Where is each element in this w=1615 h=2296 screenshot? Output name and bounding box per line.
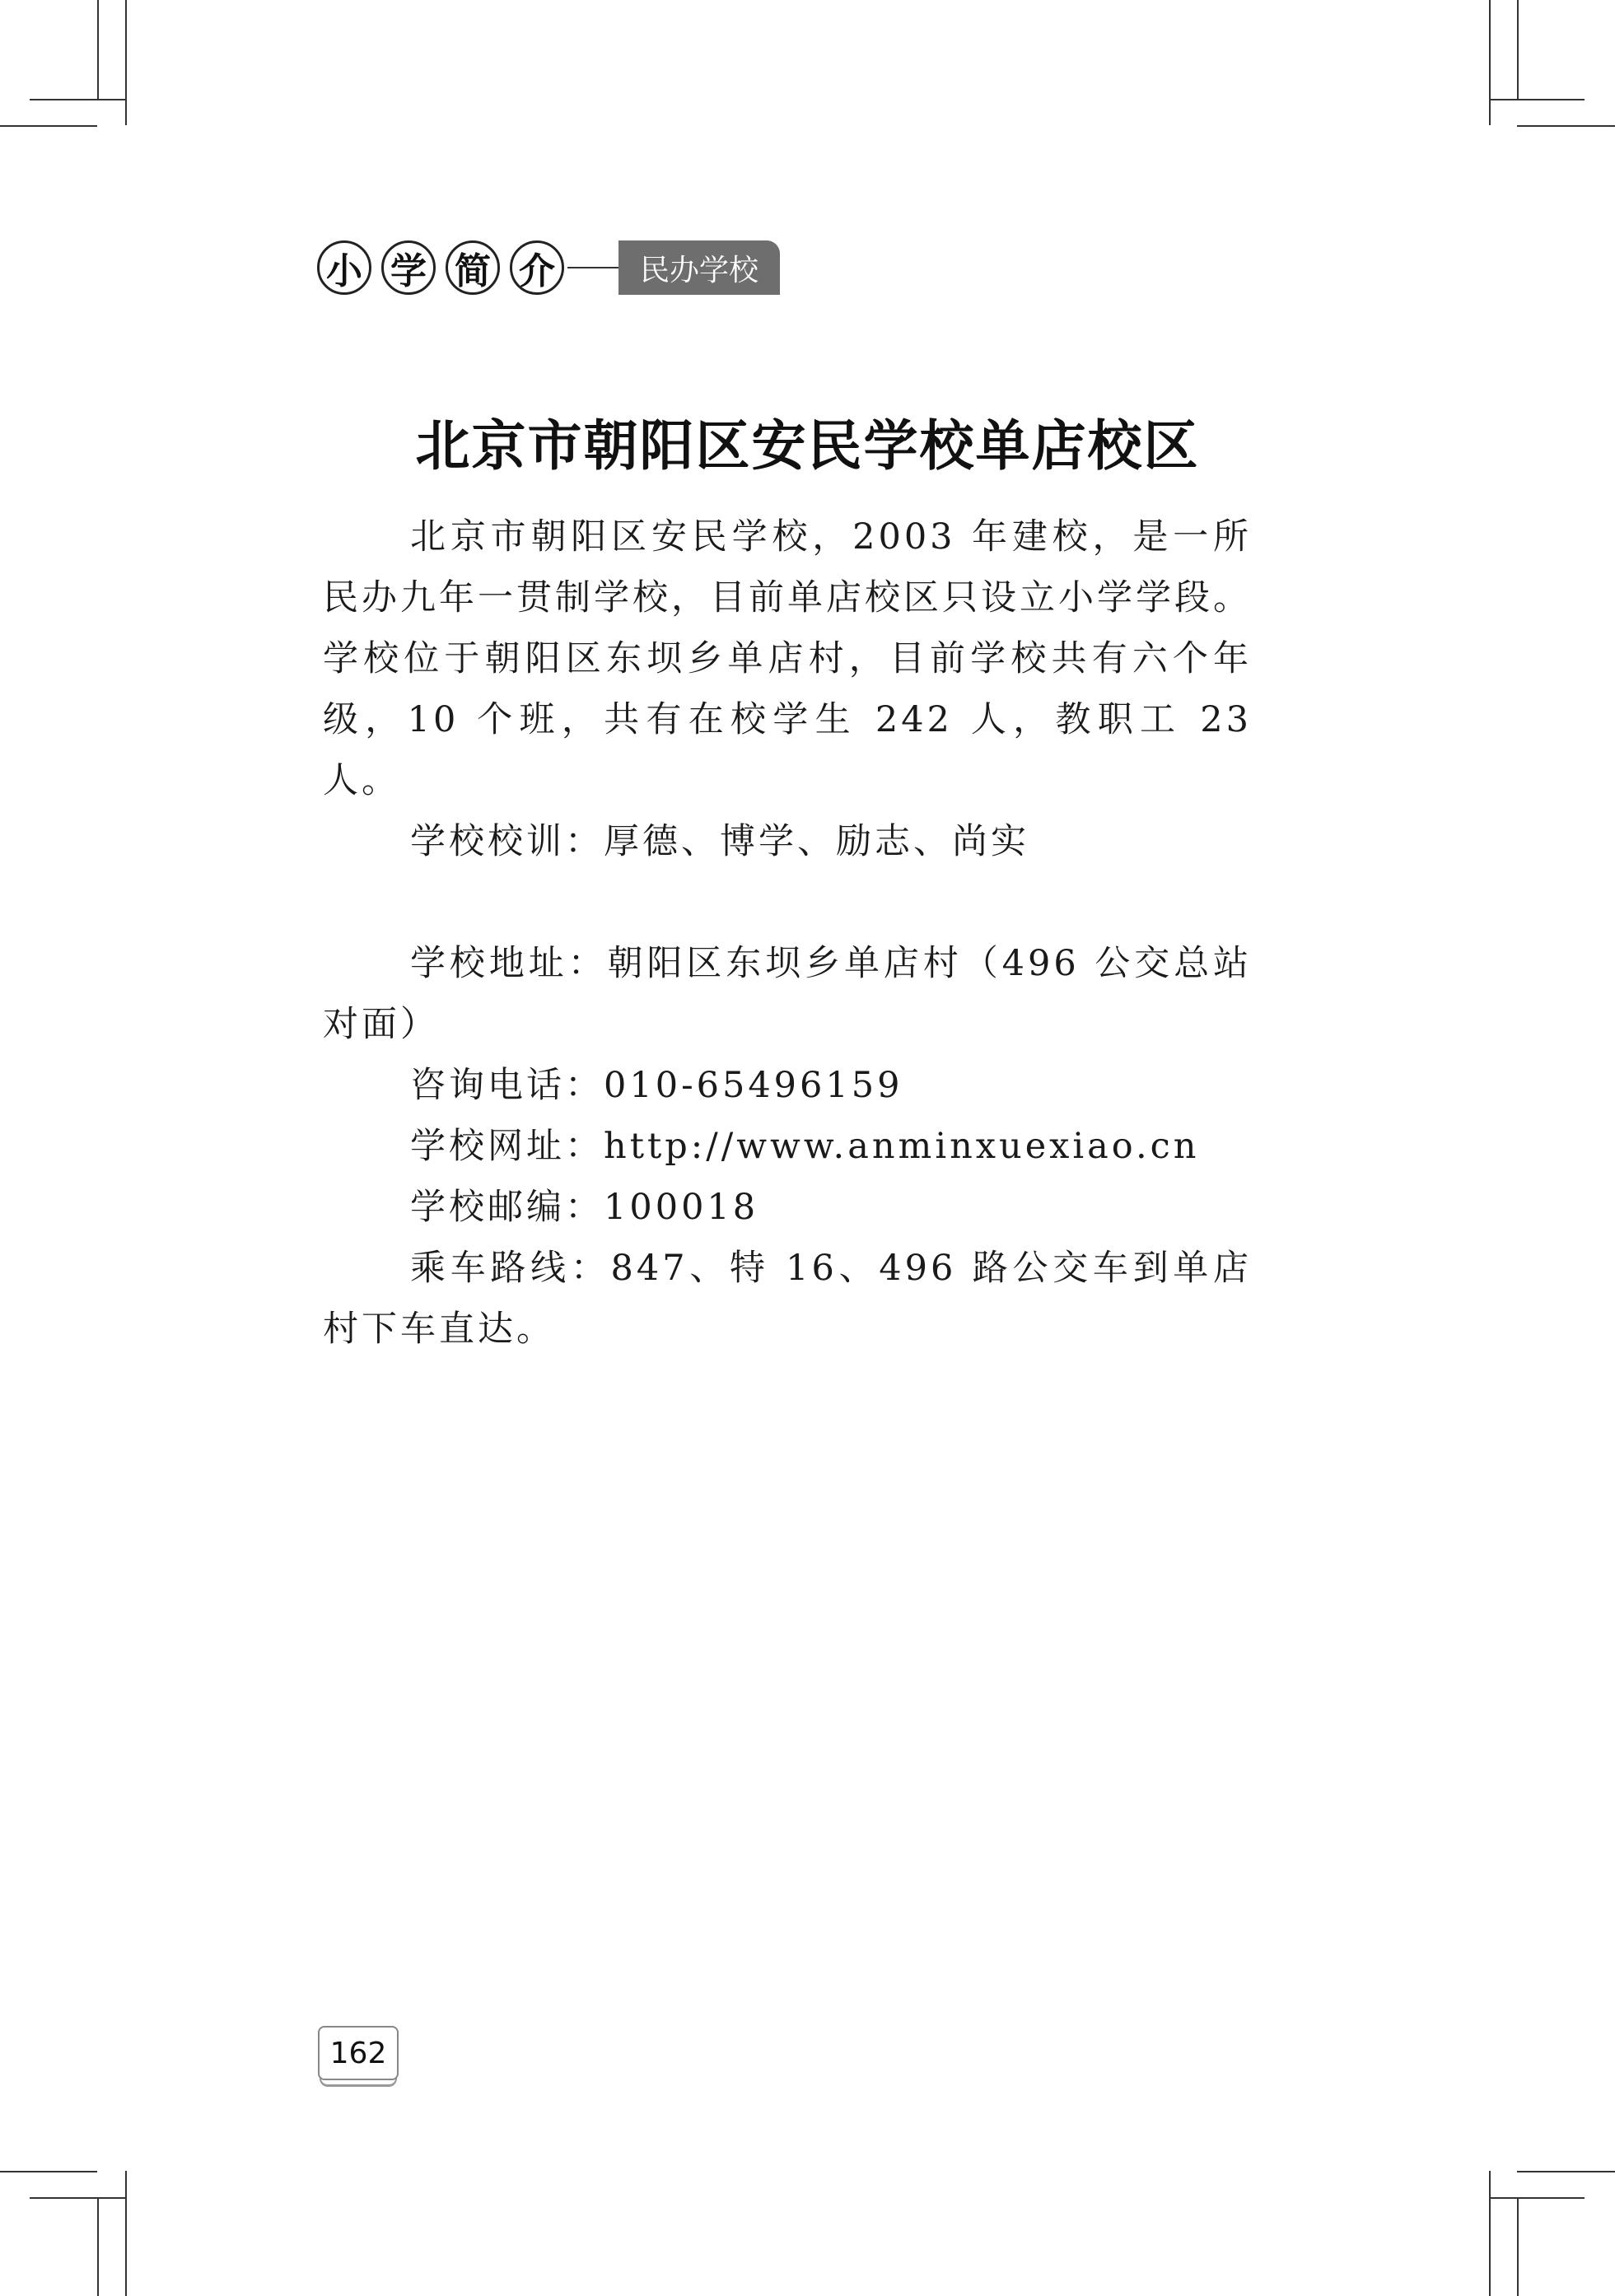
article-body xyxy=(323,506,1252,1360)
website-line: 学校网址：http://www.anminxuexiao.cn xyxy=(410,1126,1200,1167)
crop-mark xyxy=(1489,2197,1585,2199)
series-header xyxy=(317,233,780,302)
motto-line: 学校校训：厚德、博学、励志、尚实 xyxy=(410,821,1029,862)
page-title: 北京市朝阳区安民学校单店校区 xyxy=(415,414,1200,478)
series-char: 介 xyxy=(510,240,564,295)
spacer xyxy=(323,872,1252,933)
series-char: 学 xyxy=(381,240,436,295)
category-tag: 民办学校 xyxy=(618,240,780,295)
series-char: 小 xyxy=(317,240,371,295)
postcode-line: 学校邮编：100018 xyxy=(410,1187,759,1228)
crop-mark xyxy=(0,125,97,127)
intro-paragraph: 北京市朝阳区安民学校，2003 年建校，是一所民办九年一贯制学校，目前单店校区只设立小学学段。学校位于朝阳区东坝乡单店村，目前学校共有六个年级，10 个班，共有在校学生 242 人，教职工 23 人。 xyxy=(323,516,1252,801)
crop-mark xyxy=(125,0,127,125)
route-line: 乘车路线：847、特 16、496 路公交车到单店村下车直达。 xyxy=(323,1248,1252,1350)
crop-mark xyxy=(30,99,125,100)
crop-mark xyxy=(97,2197,99,2296)
crop-mark xyxy=(125,2171,127,2296)
crop-mark xyxy=(1517,125,1615,127)
series-divider xyxy=(567,267,618,268)
crop-mark xyxy=(30,2197,125,2199)
series-char: 简 xyxy=(446,240,500,295)
crop-mark xyxy=(0,2171,97,2172)
crop-mark xyxy=(1517,2171,1615,2172)
page-number-badge xyxy=(318,2026,399,2088)
phone-line: 咨询电话：010-65496159 xyxy=(410,1065,903,1106)
address-line: 学校地址：朝阳区东坝乡单店村（496 公交总站对面） xyxy=(323,943,1252,1045)
page-number: 162 xyxy=(318,2026,399,2080)
crop-mark xyxy=(97,0,99,99)
crop-mark xyxy=(1489,0,1491,125)
crop-mark xyxy=(1517,0,1519,99)
crop-mark xyxy=(1517,2197,1519,2296)
crop-mark xyxy=(1489,2171,1491,2296)
crop-mark xyxy=(1489,99,1585,100)
